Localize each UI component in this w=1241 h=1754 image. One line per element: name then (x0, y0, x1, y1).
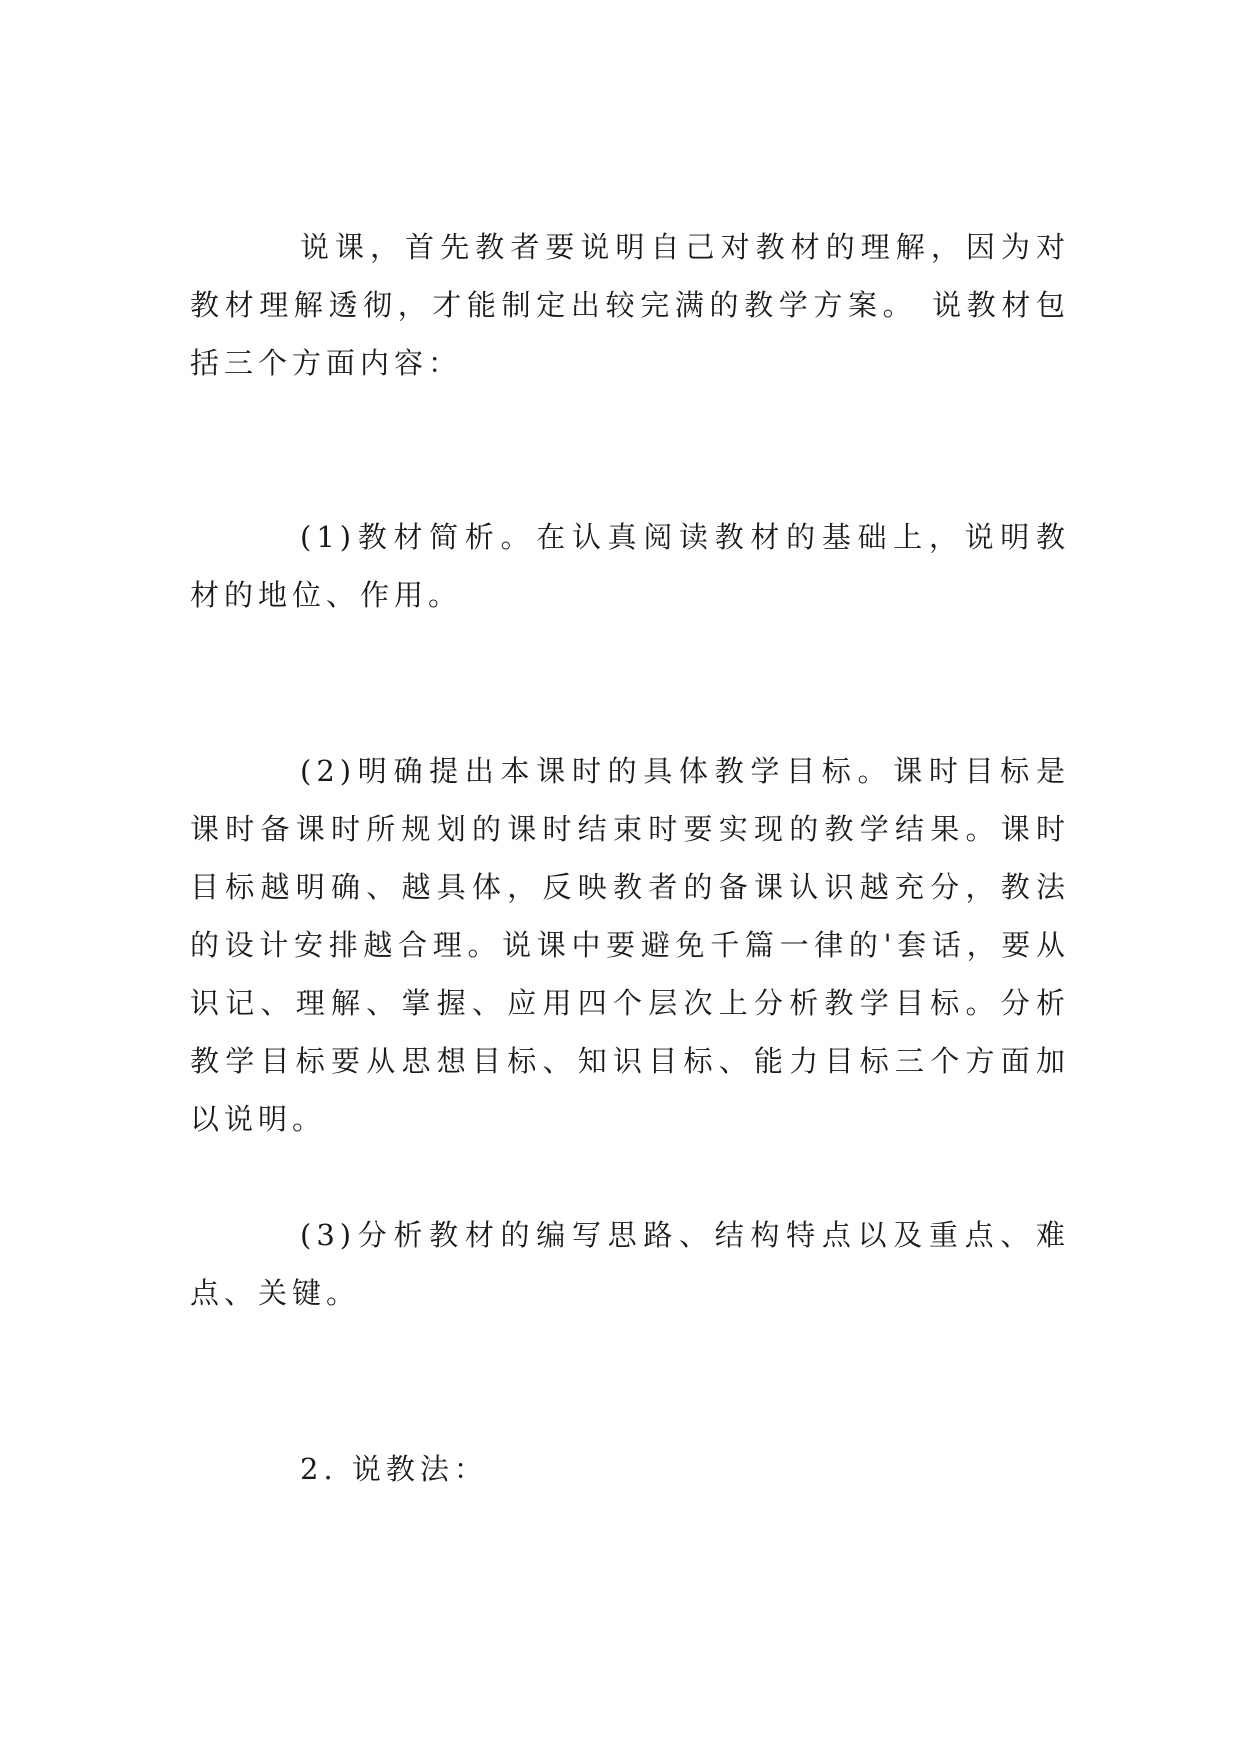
paragraph-item-1: (1)教材简析。在认真阅读教材的基础上，说明教材的地位、作用。 (190, 520, 1070, 612)
paragraph-intro: 说课，首先教者要说明自己对教材的理解，因为对教材理解透彻，才能制定出较完满的教学方案。 说教材包括三个方面内容： (190, 230, 1070, 380)
paragraph-item-3: (3)分析教材的编写思路、结构特点以及重点、难点、关键。 (190, 1218, 1070, 1310)
paragraph-item-2: (2)明确提出本课时的具体教学目标。课时目标是课时备课时所规划的课时结束时要实现的教学结果。课时目标越明确、越具体，反映教者的备课认识越充分，教法的设计安排越合理。说课中要避免千篇一律的'套话，要从识记、理解、掌握、应用四个层次上分析教学目标。分析教学目标要从思想目标、知识目标、能力目标三个方面加以说明。 (190, 754, 1070, 1136)
section-heading-teaching-method: 2. 说教法： (300, 1452, 488, 1486)
